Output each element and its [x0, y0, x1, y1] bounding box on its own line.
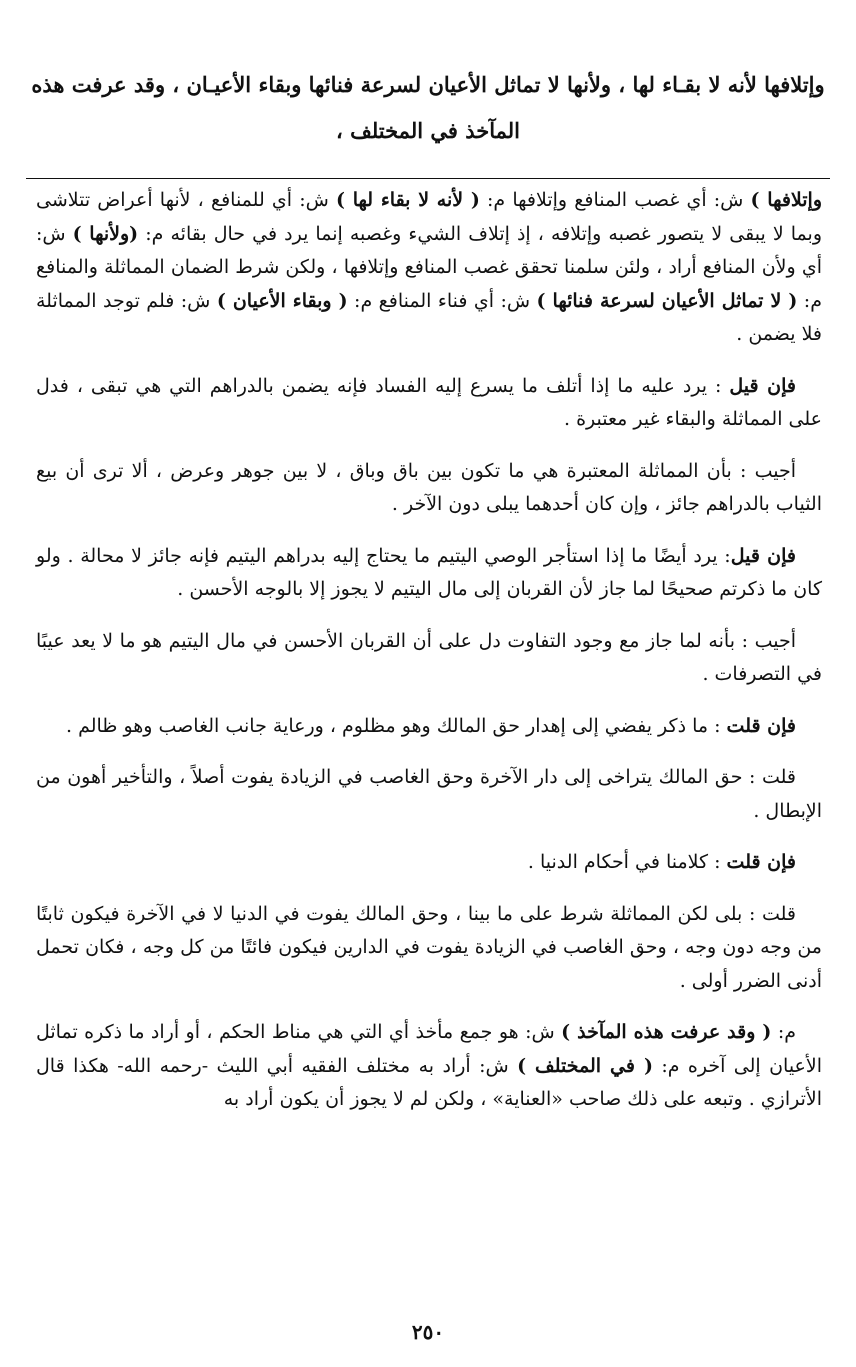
objection-lead: فإن قيل: [730, 544, 796, 567]
commentary-text: ش: أي غصب المنافع وإتلافها م:: [479, 189, 751, 211]
objection-lead: فإن قيل: [729, 374, 796, 397]
commentary-text: : يرد عليه ما إذا أتلف ما يسرع إليه الفساد فإنه يضمن بالدراهم التي هي تبقى ، فدل على المماثلة والبقاء غير معتبرة .: [36, 374, 822, 430]
matn-quote: ( وقد عرفت هذه المآخذ ): [561, 1021, 772, 1043]
commentary-paragraph-6: [36, 710, 822, 744]
commentary-text: : كلامنا في أحكام الدنيا .: [527, 851, 727, 873]
objection-lead: فإن قلت: [726, 714, 796, 737]
commentary-text: ش: فلم توجد المماثلة فلا يضمن .: [36, 289, 822, 345]
matn-quote: ( وبقاء الأعيان ): [216, 289, 348, 312]
commentary-paragraph-7: [36, 761, 822, 828]
commentary-paragraph-5: [36, 625, 822, 692]
commentary-text: : ما ذكر يفضي إلى إهدار حق المالك وهو مظلوم ، ورعاية جانب الغاصب وهو ظالم .: [66, 714, 727, 737]
commentary-text: ش: أي ولأن المنافع أراد ، ولئن سلمنا تحقق غصب المنافع وإتلافها ، ولكن شرط الضمان المماثلة والمنافع م:: [36, 222, 822, 312]
matn-line-1: وإتلافها لأنه لا بقـاء لها ، ولأنها لا تماثل الأعيان لسرعة فنائها وبقاء الأعيـان ، وقد عرفت هذه: [31, 72, 825, 97]
commentary-paragraph-3: [36, 455, 822, 522]
commentary-paragraph-1: [36, 184, 822, 352]
matn-line-2: المآخذ في المختلف ،: [336, 118, 520, 143]
commentary-paragraph-8: [36, 846, 822, 880]
matn-quote: (ولأنها ): [72, 222, 139, 245]
commentary-text: ش: أي فناء المنافع م:: [347, 289, 537, 312]
matn-quote: ( لا تماثل الأعيان لسرعة فنائها ): [536, 289, 798, 312]
commentary-text: : يرد أيضًا ما إذا استأجر الوصي اليتيم ما يحتاج إليه بدراهم اليتيم فإنه جائز لا محالة . ولو كان ما ذكرتم صحيحًا لما جاز لأن القربان إلى مال اليتيم لا يجوز إلا بالوجه الأحسن .: [36, 544, 822, 600]
commentary-text: أجيب : بأن المماثلة المعتبرة هي ما تكون بين باق وباق ، لا بين جوهر وعرض ، ألا ترى أن بيع الثياب بالدراهم جائز ، وإن كان أحدهما يبلى دون الآخر .: [36, 459, 822, 515]
commentary-text: م:: [771, 1021, 796, 1043]
matn-text: [30, 62, 826, 154]
matn-quote: وإتلافها ): [750, 189, 822, 211]
page-number: ٢٥٠: [411, 1320, 445, 1344]
commentary-paragraph-9: [36, 898, 822, 999]
matn-quote: ( في المختلف ): [517, 1054, 653, 1077]
matn-quote: ( لأنه لا بقاء لها ): [336, 189, 480, 211]
commentary-text: ش: أي للمنافع ، لأنها أعراض تتلاشى وبما لا يبقى لا يتصور غصبه وإتلافه ، إذ إتلاف الشيء وغصبه إنما يرد في حال بقائه م:: [36, 189, 822, 245]
sharh-commentary: [36, 184, 822, 1135]
matn-sharh-divider: [26, 178, 830, 179]
commentary-paragraph-10: [36, 1016, 822, 1117]
commentary-text: قلت : حق المالك يتراخى إلى دار الآخرة وحق الغاصب في الزيادة يفوت أصلاً ، والتأخير أهون من الإبطال .: [36, 766, 822, 822]
commentary-text: ش: هو جمع مأخذ أي التي هي مناط الحكم ، أو أراد ما ذكره تماثل الأعيان إلى آخره م:: [36, 1021, 822, 1077]
commentary-text: ش: أراد به مختلف الفقيه أبي الليث -رحمه الله- هكذا قال الأترازي . وتبعه على ذلك صاحب «العناية» ، ولكن لم لا يجوز أن يكون أراد به: [36, 1054, 822, 1110]
commentary-text: قلت : بلى لكن المماثلة شرط على ما بينا ، وحق المالك يفوت في الدنيا لا في الآخرة فيكون ثابتًا من وجه دون وجه ، وحق الغاصب في الزيادة يفوت في الدارين فيكون فائتًا من كل وجه ، فكان تحمل أدنى الضرر أولى .: [36, 902, 822, 992]
objection-lead: فإن قلت: [726, 851, 796, 873]
commentary-paragraph-4: [36, 540, 822, 607]
commentary-paragraph-2: [36, 370, 822, 437]
commentary-text: أجيب : بأنه لما جاز مع وجود التفاوت دل على أن القربان الأحسن في مال اليتيم هو ما لا يعد عيبًا في التصرفات .: [36, 629, 822, 685]
